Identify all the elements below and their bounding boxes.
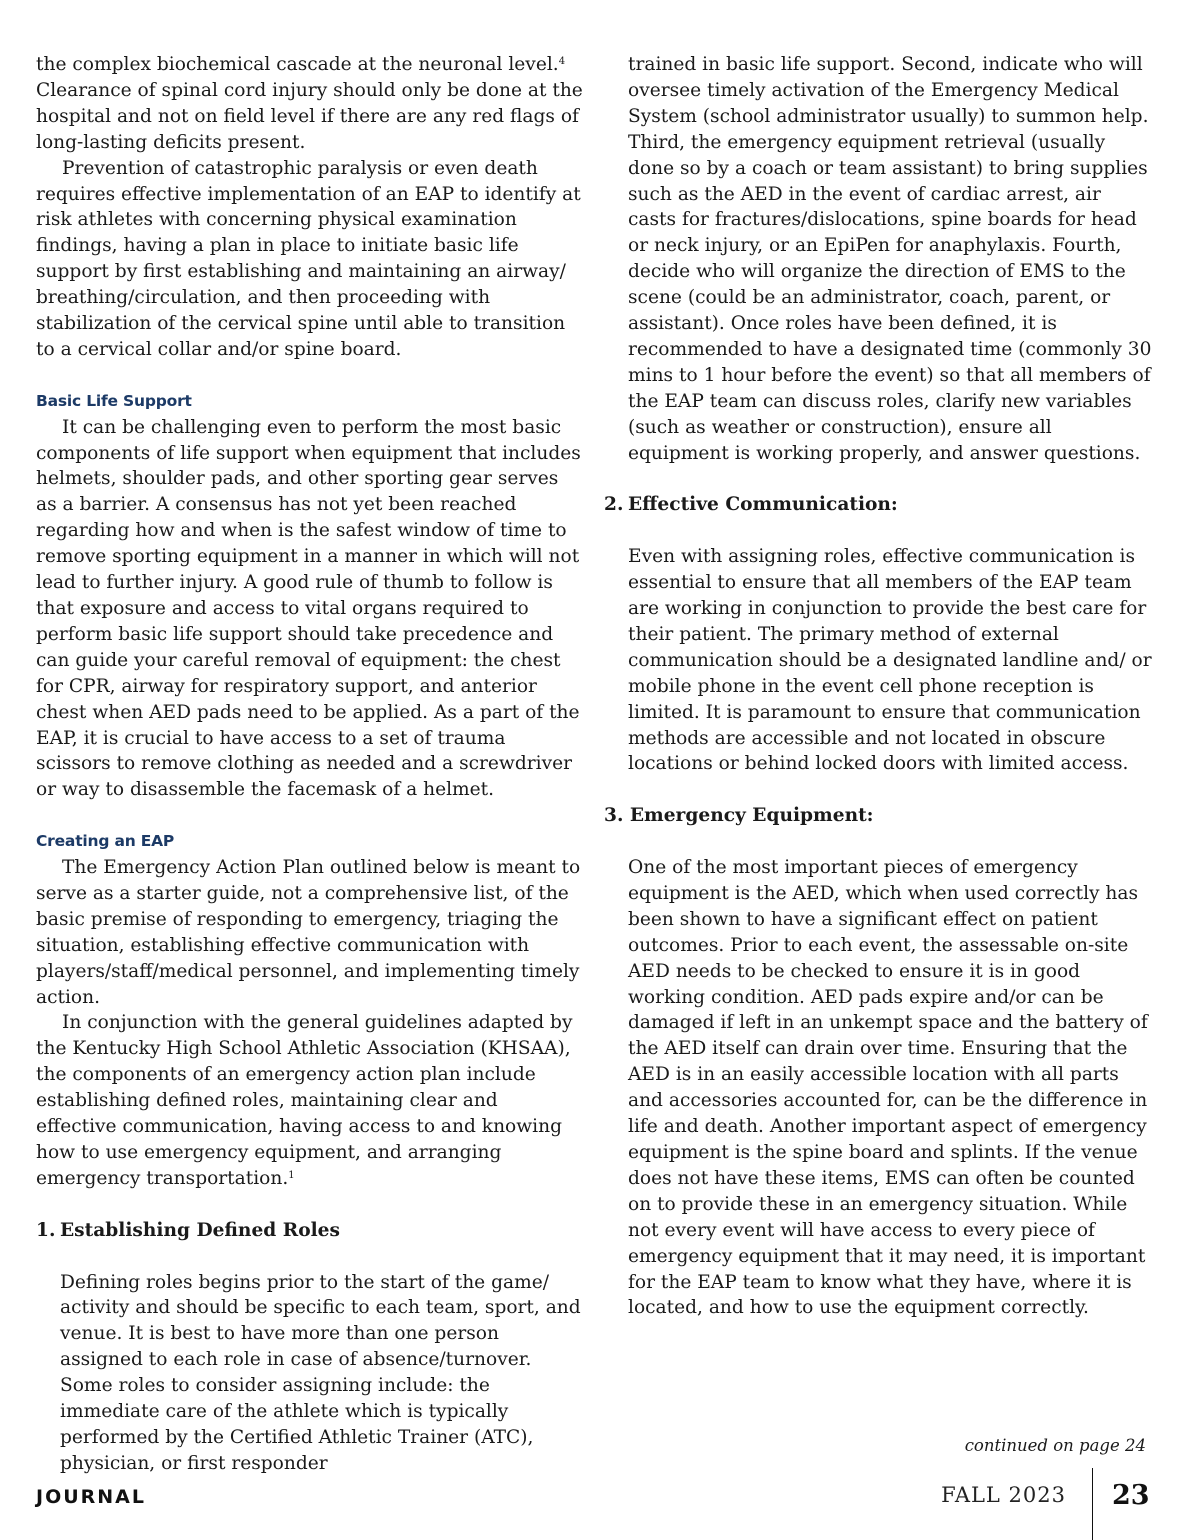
- list-item-body-1: Defining roles begins prior to the start of the game/ activity and should be specific to each team, sport, and venue. It is best to have more than one person assigned to each role in case of absence/turnover. Some roles to consider assigning include: the immediate care of the athlete which is typically performed by the Certified Athletic Trainer (ATC), physician, or first responder: [60, 1271, 581, 1474]
- list-item-heading-2: [604, 492, 1152, 518]
- list-item-heading-1: [36, 1218, 584, 1244]
- list-item-body-1-continued: trained in basic life support. Second, indicate who will oversee timely activation of the Emergency Medical System (school administrator usually) to summon help. Third, the emergency equipment retrieval (usually done so by a coach or team assistant) to bring supplies such as the AED in the event of cardiac arrest, air casts for fractures/dislocations, spine boards for head or neck injury, or an EpiPen for anaphylaxis. Fourth, decide who will organize the direction of EMS to the scene (could be an administrator, coach, parent, or assistant). Once roles have been defined, it is recommended to have a designated time (commonly 30 mins to 1 hour before the event) so that all members of the EAP team can discuss roles, clarify new variables (such as weather or construction), ensure all equipment is working properly, and answer questions.: [628, 54, 1152, 464]
- footer-divider: [1092, 1468, 1093, 1540]
- section-heading-basic-life-support: Basic Life Support: [36, 391, 192, 410]
- footer-publication-name: JOURNAL: [36, 1486, 146, 1508]
- list-number: 2.: [604, 494, 624, 516]
- right-column: [604, 52, 1152, 1321]
- footnote-ref: 1: [288, 1169, 295, 1181]
- list-title: 3. Emergency Equipment:: [604, 805, 874, 827]
- list-title: Effective Communication:: [628, 494, 898, 516]
- left-column: [36, 52, 584, 1477]
- paragraph-text: Clearance of spinal cord injury should only be done at the hospital and not on field level if there are any red flags of long-lasting deficits present.: [36, 79, 583, 153]
- section-heading-creating-eap: Creating an EAP: [36, 832, 175, 851]
- list-item-body-2: Even with assigning roles, effective communication is essential to ensure that all members of the EAP team are working in conjunction to provide the best care for their patient. The primary method of external communication should be a designated landline and/ or mobile phone in the event cell phone reception is limited. It is paramount to ensure that communication methods are accessible and not located in obscure locations or behind locked doors with limited access.: [628, 546, 1152, 775]
- paragraph: Prevention of catastrophic paralysis or even death requires effective implementation of an EAP to identify at risk athletes with concerning physical examination findings, having a plan in place to initiate basic life support by first establishing and maintaining an airway/ breathing/circulation, and then proceeding with stabilization of the cervical spine until able to transition to a cervical collar and/or spine board.: [36, 157, 581, 360]
- page-number: 23: [1112, 1480, 1150, 1511]
- footer-issue-season: FALL 2023: [941, 1483, 1066, 1507]
- paragraph-text: In conjunction with the general guidelines adapted by the Kentucky High School Athletic Association (KHSAA), the components of an emergency action plan include establishing defined roles, maintaining clear and effective communication, having access to and knowing how to use emergency equipment, and arranging emergency transportation.: [36, 1012, 573, 1189]
- list-item-body-3: One of the most important pieces of emergency equipment is the AED, which when used correctly has been shown to have a significant effect on patient outcomes. Prior to each event, the assessable on-site AED needs to be checked to ensure it is in good working condition. AED pads expire and/or can be damaged if left in an unkempt space and the battery of the AED itself can drain over time. Ensuring that the AED is in an easily accessible location with all parts and accessories accounted for, can be the difference in life and death. Another important aspect of emergency equipment is the spine board and splints. If the venue does not have these items, EMS can often be counted on to provide these in an emergency situation. While not every event will have access to every piece of emergency equipment that it may need, it is important for the EAP team to know what they have, where it is located, and how to use the equipment correctly.: [628, 857, 1148, 1319]
- list-number: 1.: [36, 1219, 56, 1241]
- footnote-ref: 4: [558, 56, 566, 67]
- list-item-heading-3: [604, 803, 1152, 829]
- continued-note: continued on page 24: [964, 1436, 1146, 1455]
- paragraph: [36, 1010, 584, 1191]
- paragraph: It can be challenging even to perform the most basic components of life support when equipment that includes helmets, shoulder pads, and other sporting gear serves as a barrier. A consensus has not yet been reached regarding how and when is the safest window of time to remove sporting equipment in a manner in which will not lead to further injury. A good rule of thumb to follow is that exposure and access to vital organs required to perform basic life support should take precedence and can guide your careful removal of equipment: the chest for CPR, airway for respiratory support, and anterior chest when AED pads need to be applied. As a part of the EAP, it is crucial to have access to a set of trauma scissors to remove clothing as needed and a screwdriver or way to disassemble the facemask of a helmet.: [36, 416, 581, 801]
- list-title: Establishing Defined Roles: [60, 1219, 340, 1241]
- paragraph: [36, 52, 584, 156]
- paragraph-text: the complex biochemical cascade at the neuronal level.: [36, 54, 559, 75]
- paragraph: The Emergency Action Plan outlined below is meant to serve as a starter guide, not a comprehensive list, of the basic premise of responding to emergency, triaging the situation, establishing effective communication with players/staff/medical personnel, and implementing timely action.: [36, 857, 581, 1008]
